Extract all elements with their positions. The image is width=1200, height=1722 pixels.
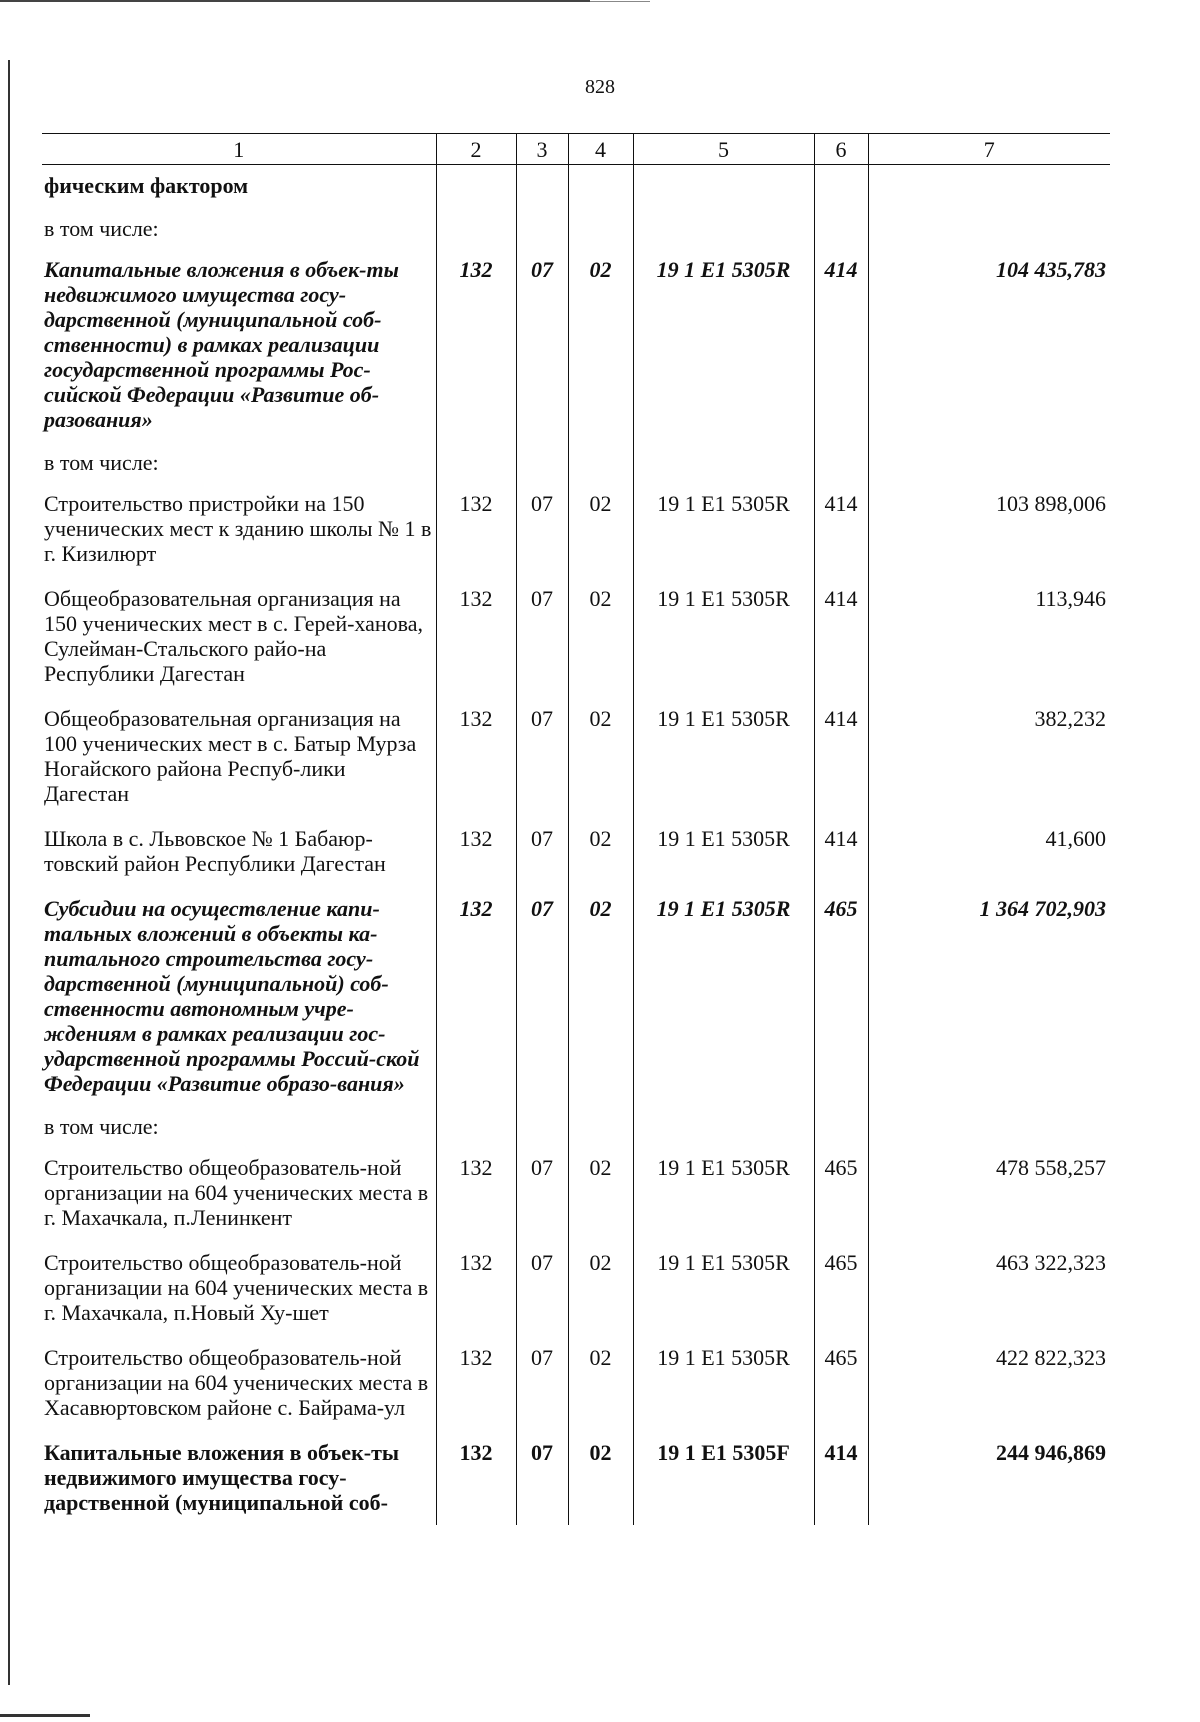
scan-edge-left bbox=[8, 60, 10, 1685]
column-header: 6 bbox=[814, 134, 868, 165]
row-name-cell: Общеобразовательная организация на 100 ученических мест в с. Батыр Мурза Ногайского района Респуб-лики Дагестан bbox=[44, 706, 417, 806]
target-article-cell bbox=[633, 442, 814, 481]
column-header: 2 bbox=[436, 134, 516, 165]
amount-cell bbox=[868, 442, 1110, 481]
row-name-cell: Общеобразовательная организация на 150 ученических мест в с. Герей-ханова, Сулейман-Стальского райо-на Республики Дагестан bbox=[44, 586, 424, 686]
subsection-cell: 02 bbox=[568, 1335, 633, 1430]
target-article-cell: 19 1 E1 5305R bbox=[633, 1240, 814, 1335]
target-article-cell: 19 1 E1 5305R bbox=[633, 1335, 814, 1430]
amount-cell bbox=[868, 1106, 1110, 1145]
table-row bbox=[42, 1106, 1110, 1145]
target-article-cell: 19 1 E1 5305R bbox=[633, 576, 814, 696]
column-header: 5 bbox=[633, 134, 814, 165]
budget-table bbox=[42, 133, 1110, 1525]
subsection-cell: 02 bbox=[568, 576, 633, 696]
row-name-cell: Строительство пристройки на 150 ученических мест к зданию школы № 1 в г. Кизилюрт bbox=[44, 491, 432, 566]
gov-code-cell: 132 bbox=[436, 247, 516, 442]
amount-cell: 104 435,783 bbox=[868, 247, 1110, 442]
gov-code-cell bbox=[436, 1106, 516, 1145]
table-row bbox=[42, 1145, 1110, 1240]
amount-cell: 41,600 bbox=[868, 816, 1110, 886]
table-row bbox=[42, 816, 1110, 886]
gov-code-cell: 132 bbox=[436, 1240, 516, 1335]
row-name-cell: Школа в с. Львовское № 1 Бабаюр-товский район Республики Дагестан bbox=[44, 826, 386, 876]
section-cell: 07 bbox=[516, 247, 568, 442]
row-name-cell: Капитальные вложения в объек-ты недвижимого имущества госу-дарственной (муниципальной соб-ственности) в рамках реализации государственной программы Рос-сийской Федерации «Развитие об-разования» bbox=[44, 257, 399, 432]
table-row bbox=[42, 886, 1110, 1106]
amount-cell: 1 364 702,903 bbox=[868, 886, 1110, 1106]
table-row bbox=[42, 481, 1110, 576]
amount-cell bbox=[868, 165, 1110, 209]
scan-edge-top-fragment bbox=[590, 1, 650, 2]
target-article-cell bbox=[633, 1106, 814, 1145]
gov-code-cell: 132 bbox=[436, 576, 516, 696]
table-body bbox=[42, 165, 1110, 1526]
row-name-cell: Капитальные вложения в объек-ты недвижимого имущества госу-дарственной (муниципальной соб- bbox=[44, 1440, 400, 1515]
gov-code-cell: 132 bbox=[436, 696, 516, 816]
page-number: 828 bbox=[585, 76, 615, 98]
column-number-row bbox=[42, 134, 1110, 165]
table-row bbox=[42, 247, 1110, 442]
table-row bbox=[42, 1240, 1110, 1335]
subsection-cell: 02 bbox=[568, 1430, 633, 1525]
section-cell bbox=[516, 442, 568, 481]
amount-cell: 463 322,323 bbox=[868, 1240, 1110, 1335]
table-row bbox=[42, 442, 1110, 481]
gov-code-cell bbox=[436, 208, 516, 247]
expense-type-cell: 465 bbox=[814, 1240, 868, 1335]
expense-type-cell: 465 bbox=[814, 886, 868, 1106]
amount-cell: 103 898,006 bbox=[868, 481, 1110, 576]
target-article-cell bbox=[633, 208, 814, 247]
amount-cell: 382,232 bbox=[868, 696, 1110, 816]
column-header: 7 bbox=[868, 134, 1110, 165]
gov-code-cell: 132 bbox=[436, 1335, 516, 1430]
gov-code-cell: 132 bbox=[436, 816, 516, 886]
expense-type-cell: 414 bbox=[814, 816, 868, 886]
table-row bbox=[42, 1335, 1110, 1430]
expense-type-cell bbox=[814, 442, 868, 481]
section-cell bbox=[516, 1106, 568, 1145]
section-cell bbox=[516, 208, 568, 247]
expense-type-cell bbox=[814, 165, 868, 209]
expense-type-cell: 465 bbox=[814, 1335, 868, 1430]
target-article-cell: 19 1 E1 5305R bbox=[633, 816, 814, 886]
target-article-cell bbox=[633, 165, 814, 209]
gov-code-cell: 132 bbox=[436, 886, 516, 1106]
target-article-cell: 19 1 E1 5305R bbox=[633, 886, 814, 1106]
section-cell: 07 bbox=[516, 1335, 568, 1430]
row-name-cell: в том числе: bbox=[44, 216, 159, 241]
table-row bbox=[42, 208, 1110, 247]
section-cell: 07 bbox=[516, 886, 568, 1106]
section-cell: 07 bbox=[516, 816, 568, 886]
subsection-cell bbox=[568, 442, 633, 481]
expense-type-cell: 414 bbox=[814, 481, 868, 576]
subsection-cell: 02 bbox=[568, 481, 633, 576]
target-article-cell: 19 1 E1 5305R bbox=[633, 247, 814, 442]
subsection-cell: 02 bbox=[568, 696, 633, 816]
expense-type-cell bbox=[814, 208, 868, 247]
expense-type-cell bbox=[814, 1106, 868, 1145]
section-cell: 07 bbox=[516, 576, 568, 696]
column-header: 3 bbox=[516, 134, 568, 165]
subsection-cell bbox=[568, 1106, 633, 1145]
row-name-cell: Субсидии на осуществление капи-тальных вложений в объекты ка-питального строительства госу-дарственной (муниципальной) соб-ственности автономным учре-ждениям в рамках реализации гос-ударственной программы Россий-ской Федерации «Развитие образо-вания» bbox=[44, 896, 420, 1096]
section-cell: 07 bbox=[516, 1145, 568, 1240]
amount-cell: 244 946,869 bbox=[868, 1430, 1110, 1525]
subsection-cell: 02 bbox=[568, 1240, 633, 1335]
expense-type-cell: 465 bbox=[814, 1145, 868, 1240]
section-cell bbox=[516, 165, 568, 209]
amount-cell: 422 822,323 bbox=[868, 1335, 1110, 1430]
row-name-cell: Строительство общеобразователь-ной организации на 604 ученических места в Хасавюртовском районе с. Байрама-ул bbox=[44, 1345, 429, 1420]
subsection-cell: 02 bbox=[568, 816, 633, 886]
amount-cell bbox=[868, 208, 1110, 247]
gov-code-cell: 132 bbox=[436, 1145, 516, 1240]
target-article-cell: 19 1 E1 5305R bbox=[633, 1145, 814, 1240]
amount-cell: 113,946 bbox=[868, 576, 1110, 696]
row-name-cell: в том числе: bbox=[44, 1114, 159, 1139]
subsection-cell: 02 bbox=[568, 886, 633, 1106]
subsection-cell bbox=[568, 208, 633, 247]
table-row bbox=[42, 576, 1110, 696]
gov-code-cell bbox=[436, 442, 516, 481]
subsection-cell bbox=[568, 165, 633, 209]
gov-code-cell: 132 bbox=[436, 481, 516, 576]
target-article-cell: 19 1 E1 5305R bbox=[633, 481, 814, 576]
section-cell: 07 bbox=[516, 481, 568, 576]
expense-type-cell: 414 bbox=[814, 576, 868, 696]
row-name-cell: фическим фактором bbox=[44, 173, 249, 198]
expense-type-cell: 414 bbox=[814, 247, 868, 442]
column-header: 4 bbox=[568, 134, 633, 165]
table-row bbox=[42, 696, 1110, 816]
table-row bbox=[42, 1430, 1110, 1525]
gov-code-cell bbox=[436, 165, 516, 209]
section-cell: 07 bbox=[516, 1430, 568, 1525]
target-article-cell: 19 1 E1 5305R bbox=[633, 696, 814, 816]
section-cell: 07 bbox=[516, 1240, 568, 1335]
table-row bbox=[42, 165, 1110, 209]
expense-type-cell: 414 bbox=[814, 1430, 868, 1525]
row-name-cell: в том числе: bbox=[44, 450, 159, 475]
expense-type-cell: 414 bbox=[814, 696, 868, 816]
target-article-cell: 19 1 E1 5305F bbox=[633, 1430, 814, 1525]
row-name-cell: Строительство общеобразователь-ной организации на 604 ученических места в г. Махачкала, п.Новый Ху-шет bbox=[44, 1250, 429, 1325]
scan-edge-top bbox=[0, 0, 590, 2]
scan-edge-bottom bbox=[0, 1714, 90, 1717]
amount-cell: 478 558,257 bbox=[868, 1145, 1110, 1240]
column-header: 1 bbox=[42, 134, 436, 165]
gov-code-cell: 132 bbox=[436, 1430, 516, 1525]
subsection-cell: 02 bbox=[568, 247, 633, 442]
row-name-cell: Строительство общеобразователь-ной организации на 604 ученических места в г. Махачкала, п.Ленинкент bbox=[44, 1155, 429, 1230]
subsection-cell: 02 bbox=[568, 1145, 633, 1240]
section-cell: 07 bbox=[516, 696, 568, 816]
